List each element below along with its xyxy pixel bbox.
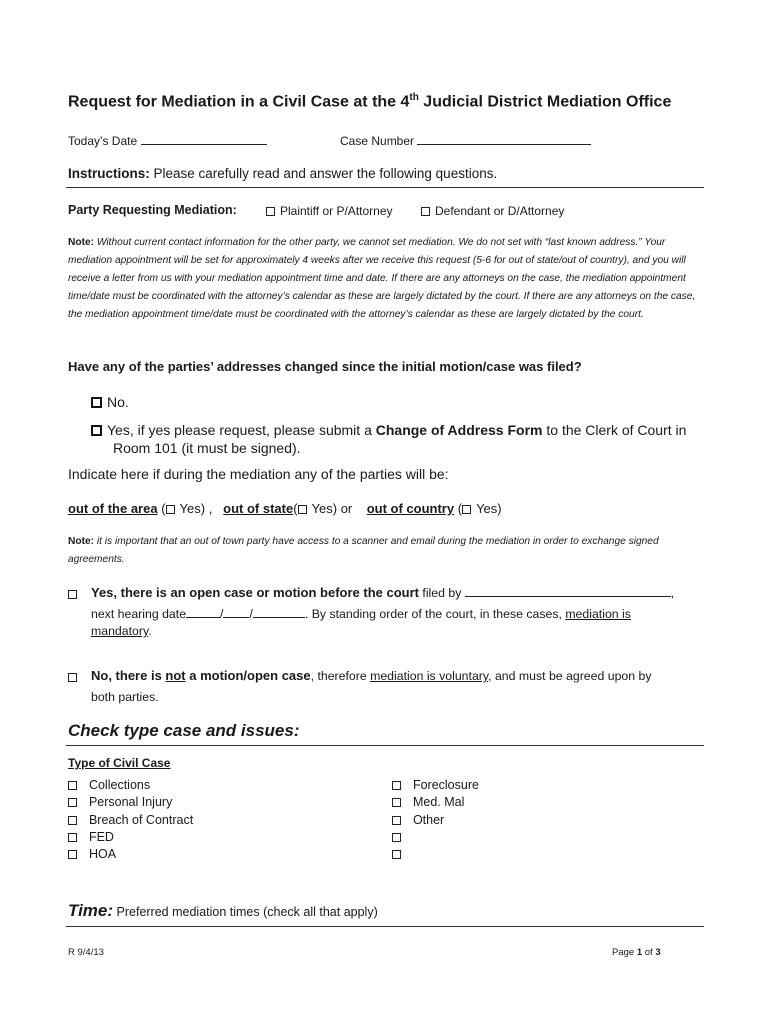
type-option[interactable] bbox=[392, 829, 479, 846]
checkbox[interactable] bbox=[91, 397, 102, 408]
divider bbox=[66, 926, 704, 927]
defendant-option[interactable]: Defendant or D/Attorney bbox=[421, 204, 564, 218]
type-option[interactable]: Med. Mal bbox=[392, 794, 479, 811]
case-number-label: Case Number bbox=[340, 134, 415, 148]
checkbox[interactable] bbox=[68, 816, 77, 825]
time-section: Time: Preferred mediation times (check all that apply) bbox=[68, 901, 378, 920]
type-heading: Type of Civil Case bbox=[68, 756, 171, 770]
checkbox[interactable] bbox=[68, 781, 77, 790]
types-right-list bbox=[392, 777, 479, 863]
checkbox[interactable] bbox=[68, 833, 77, 842]
plaintiff-option[interactable]: Plaintiff or P/Attorney bbox=[266, 204, 393, 218]
hearing-year-line[interactable] bbox=[253, 606, 305, 618]
page-number: Page 1 of 3 bbox=[612, 947, 661, 958]
date-line[interactable] bbox=[141, 133, 267, 145]
type-option[interactable]: FED bbox=[68, 829, 193, 846]
party-label: Party Requesting Mediation: bbox=[68, 203, 237, 217]
divider bbox=[66, 745, 704, 746]
type-option[interactable]: Other bbox=[392, 812, 479, 829]
checkbox[interactable] bbox=[392, 833, 401, 842]
checkbox[interactable] bbox=[462, 505, 471, 514]
instructions-label: Instructions: bbox=[68, 166, 150, 181]
type-option[interactable]: Foreclosure bbox=[392, 777, 479, 794]
checkbox[interactable] bbox=[421, 207, 430, 216]
checkbox[interactable] bbox=[68, 850, 77, 859]
hearing-day-line[interactable] bbox=[223, 606, 249, 618]
note-scanner: Note: it is important that an out of town party have access to a scanner and email during the mediation in order to exchange signed agreements. bbox=[68, 536, 659, 565]
indicate-text: Indicate here if during the mediation any of the parties will be: bbox=[68, 466, 449, 482]
address-yes-option[interactable]: Yes, if yes please request, please submit a Change of Address Form to the Clerk of Court in Room 101 (it must be signed). bbox=[91, 421, 691, 457]
type-option[interactable]: Breach of Contract bbox=[68, 812, 193, 829]
address-no-option[interactable]: No. bbox=[91, 394, 129, 410]
case-number-field[interactable] bbox=[340, 133, 591, 148]
type-option[interactable]: Personal Injury bbox=[68, 794, 193, 811]
checkbox[interactable] bbox=[266, 207, 275, 216]
checkbox[interactable] bbox=[392, 781, 401, 790]
type-option[interactable]: HOA bbox=[68, 846, 193, 863]
case-number-line[interactable] bbox=[417, 133, 591, 145]
open-case-checkbox[interactable] bbox=[68, 585, 82, 603]
party-row bbox=[68, 203, 237, 217]
page-title: Request for Mediation in a Civil Case at the 4th Judicial District Mediation Office bbox=[68, 92, 672, 111]
type-option[interactable] bbox=[392, 846, 479, 863]
check-type-heading: Check type case and issues: bbox=[68, 721, 300, 740]
open-case-option: Yes, there is an open case or motion before the court filed by , next hearing date / / . By standing order of the court, in these cases, mediation is mandatory. bbox=[91, 585, 675, 638]
revision-date: R 9/4/13 bbox=[68, 947, 104, 958]
hearing-month-line[interactable] bbox=[186, 606, 220, 618]
checkbox[interactable] bbox=[392, 850, 401, 859]
instructions-text: Please carefully read and answer the following questions. bbox=[149, 166, 498, 181]
checkbox[interactable] bbox=[166, 505, 175, 514]
checkbox[interactable] bbox=[68, 798, 77, 807]
checkbox[interactable] bbox=[392, 798, 401, 807]
types-left-list bbox=[68, 777, 193, 863]
instructions bbox=[68, 166, 497, 181]
date-field[interactable] bbox=[68, 133, 267, 148]
no-case-option: No, there is not a motion/open case, therefore mediation is voluntary, and must be agreed upon by both parties. bbox=[91, 668, 652, 704]
date-label: Today’s Date bbox=[68, 134, 138, 148]
location-row: out of the area ( Yes) , out of state( Yes) or out of country ( Yes) bbox=[68, 501, 502, 516]
address-question: Have any of the parties’ addresses changed since the initial motion/case was filed? bbox=[68, 359, 582, 374]
checkbox[interactable] bbox=[392, 816, 401, 825]
filed-by-line[interactable] bbox=[465, 585, 671, 597]
checkbox[interactable] bbox=[298, 505, 307, 514]
no-case-checkbox[interactable] bbox=[68, 668, 82, 686]
divider bbox=[66, 187, 704, 188]
note-contact: Note: Without current contact information for the other party, we cannot set mediation. We do not set with “last known address.” Your mediation appointment will be set for approximately 4 weeks after we receive this request (5-6 for out of state/out of country), and you will receive a letter from us with your mediation appointment time and date. If there are any attorneys on the case, the mediation appointment time/date must be coordinated with the attorney’s calendar as these are largely dictated by the court. If there are any attorneys on the case, the mediation appointment time/date must be coordinated with the attorney’s calendar as these are largely dictated by the court. bbox=[68, 237, 696, 320]
type-option[interactable]: Collections bbox=[68, 777, 193, 794]
checkbox[interactable] bbox=[91, 425, 102, 436]
